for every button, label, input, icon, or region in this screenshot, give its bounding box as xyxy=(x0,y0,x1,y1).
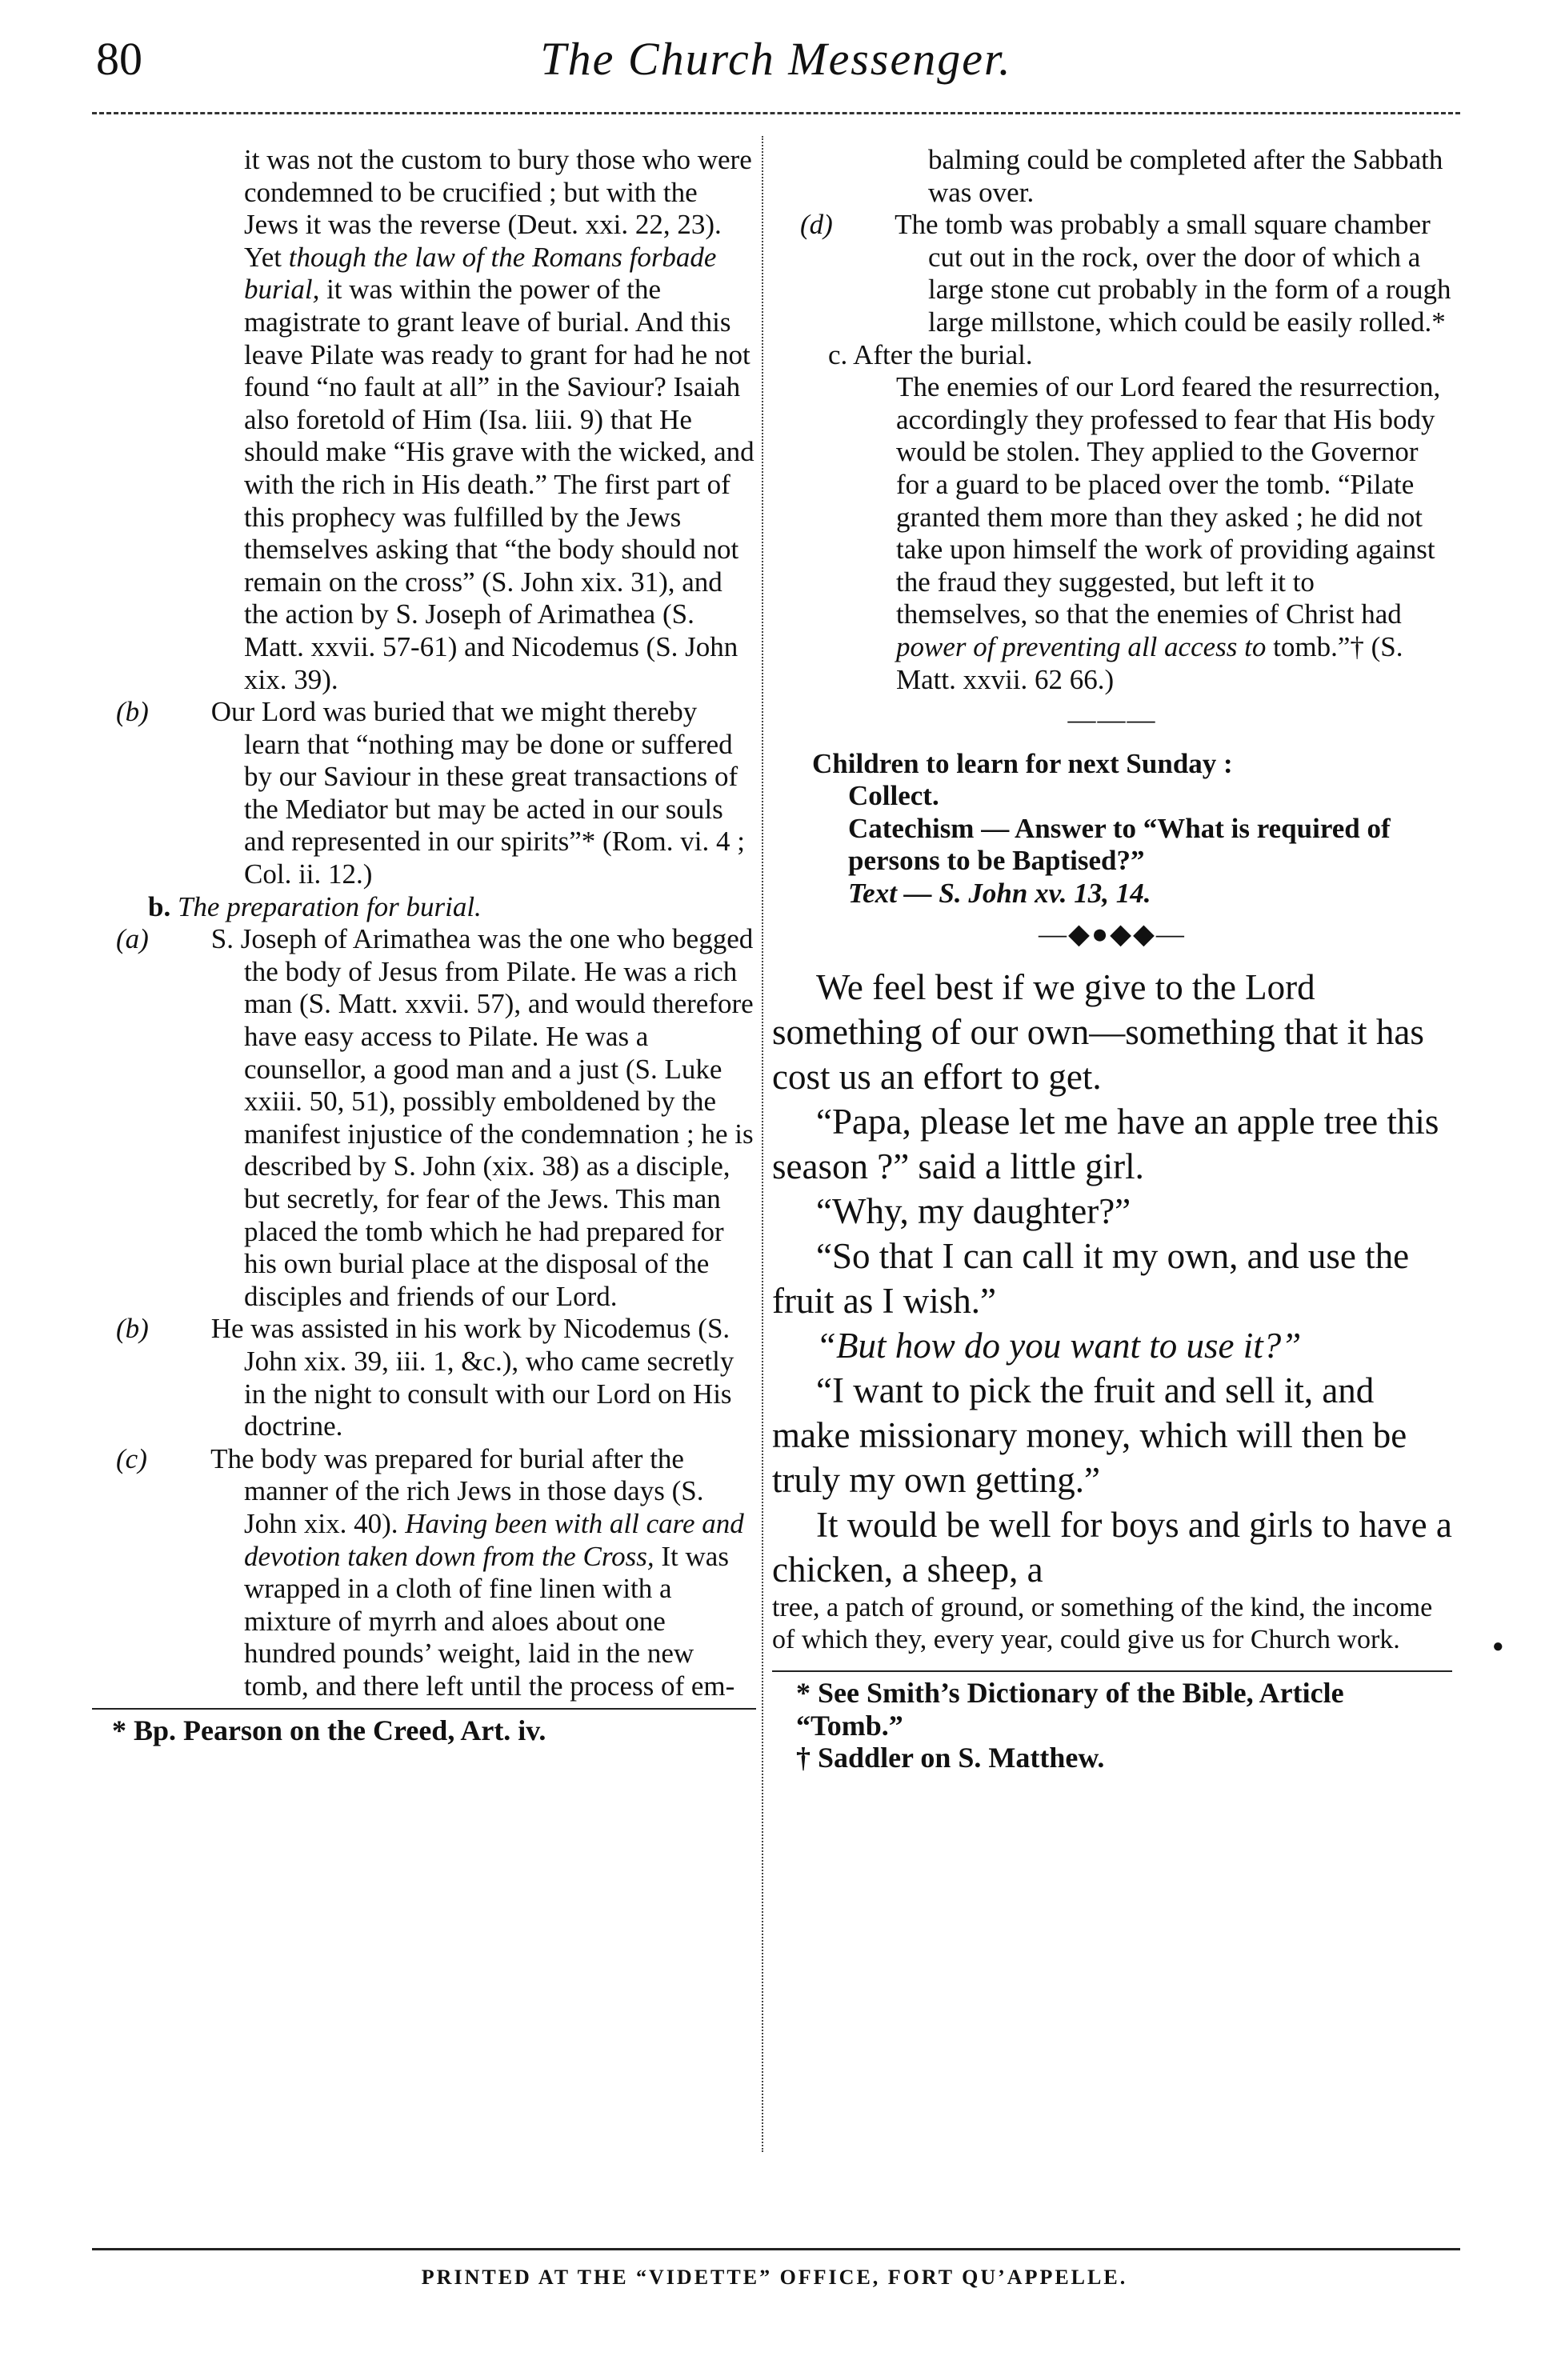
footnote-rule xyxy=(92,1708,756,1710)
column-divider xyxy=(762,136,763,2152)
story-paragraph: “So that I can call it my own, and use the fruit as I wish.” xyxy=(772,1236,1410,1322)
printer-imprint: PRINTED AT THE “VIDETTE” OFFICE, FORT QU’APPELLE. xyxy=(421,2266,1128,2289)
paragraph: it was not the custom to bury those who were condemned to be crucified ; but with the Jews it was the reverse (Deut. xxi. 22, 23). Yet though the law of the Romans forbade burial, it was within the power of the magistrate to grant leave of burial. And this leave Pilate was ready to grant for had he not found “no fault at all” in the Saviour? Isaiah also foretold of Him (Isa. liii. 9) that He should make “His grave with the wicked, and with the rich in His death.” The first part of this prophecy was fulfilled by the Jews themselves asking that “the body should not remain on the cross” (S. John xix. 31), and the action by S. Joseph of Arimathea (S. Matt. xxvii. 57-61) and Nicodemus (S. John xix. 39). xyxy=(244,144,754,695)
footnote: * Bp. Pearson on the Creed, Art. iv. xyxy=(112,1714,546,1746)
children-heading: Children to learn for next Sunday : xyxy=(812,747,1233,779)
paragraph: The enemies of our Lord feared the resurrection, accordingly they professed to fear that His body would be stolen. They applied to the Governor for a guard to be placed over the tomb. “Pilate granted them more than they asked ; he did not take upon himself the work of providing against the fraud they suggested, but left it to themselves, so that the enemies of Christ had power of preventing all access to tomb.”† (S. Matt. xxvii. 62 66.) xyxy=(896,371,1441,695)
catechism-line: Catechism — Answer to “What is required of persons to be Baptised?” xyxy=(848,812,1391,877)
left-column xyxy=(92,144,756,1746)
list-item: (b) Our Lord was buried that we might thereby learn that “nothing may be done or suffered by our Saviour in these great transactions of the Mediator but may be acted in our souls and represented in our spirits”* (Rom. vi. 4 ; Col. ii. 12.) xyxy=(116,696,745,890)
collect-line: Collect. xyxy=(848,780,939,812)
section-heading: c. After the burial. xyxy=(828,338,1033,370)
paragraph: balming could be completed after the Sabbath was over. xyxy=(928,144,1443,208)
footnote: * See Smith’s Dictionary of the Bible, Article “Tomb.” xyxy=(796,1677,1344,1742)
story-paragraph: “Papa, please let me have an apple tree this season ?” said a little girl. xyxy=(772,1102,1439,1187)
header-rule xyxy=(92,112,1460,114)
page-number: 80 xyxy=(96,33,142,85)
footnote: † Saddler on S. Matthew. xyxy=(796,1742,1105,1774)
footer-rule xyxy=(92,2248,1460,2250)
story-paragraph: “But how do you want to use it?” xyxy=(816,1326,1302,1366)
divider: ——— xyxy=(1067,704,1157,736)
story-paragraph: “Why, my daughter?” xyxy=(816,1191,1131,1232)
list-item: (c) The body was prepared for burial after the manner of the rich Jews in those days (S. John xix. 40). Having been with all care and devotion taken down from the Cross, It was wrapped in a cloth of fine linen with a mixture of myrrh and aloes about one hundred pounds’ weight, laid in the new tomb, and there left until the process of em- xyxy=(116,1442,744,1702)
list-item: (a) S. Joseph of Arimathea was the one who begged the body of Jesus from Pilate. He was a rich man (S. Matt. xxvii. 57), and would therefore have easy access to Pilate. He was a counsellor, a good man and a just (S. Luke xxiii. 50, 51), possibly emboldened by the manifest injustice of the condemnation ; he is described by S. John (xix. 38) as a disciple, but secretly, for fear of the Jews. This man placed the tomb which he had prepared for his own burial place at the disposal of the disciples and friends of our Lord. xyxy=(116,923,754,1312)
text-line: Text — S. John xv. 13, 14. xyxy=(848,878,1151,910)
right-column xyxy=(772,144,1452,1774)
story-paragraph: “I want to pick the fruit and sell it, and make missionary money, which will then be truly my own getting.” xyxy=(772,1370,1407,1501)
page-header xyxy=(88,32,1464,96)
story-paragraph: tree, a patch of ground, or something of the kind, the income of which they, every year, could give us for Church work. xyxy=(772,1593,1433,1655)
list-item: (d) The tomb was probably a small square chamber cut out in the rock, over the door of which a large stone cut probably in the form of a rough large millstone, which could be easily rolled.* xyxy=(800,209,1451,338)
footnote-rule xyxy=(772,1670,1452,1672)
list-item: (b) He was assisted in his work by Nicodemus (S. John xix. 39, iii. 1, &c.), who came secretly in the night to consult with our Lord on His doctrine. xyxy=(116,1313,734,1442)
page-title: The Church Messenger. xyxy=(540,33,1012,85)
story-paragraph: We feel best if we give to the Lord something of our own—something that it has cost us an effort to get. xyxy=(772,967,1424,1098)
bullet-mark: ● xyxy=(1492,1636,1504,1657)
story-paragraph: It would be well for boys and girls to have a chicken, a sheep, a xyxy=(772,1505,1452,1590)
section-heading: b. The preparation for burial. xyxy=(148,890,482,922)
ornament: —◆●◆◆— xyxy=(1039,918,1186,950)
